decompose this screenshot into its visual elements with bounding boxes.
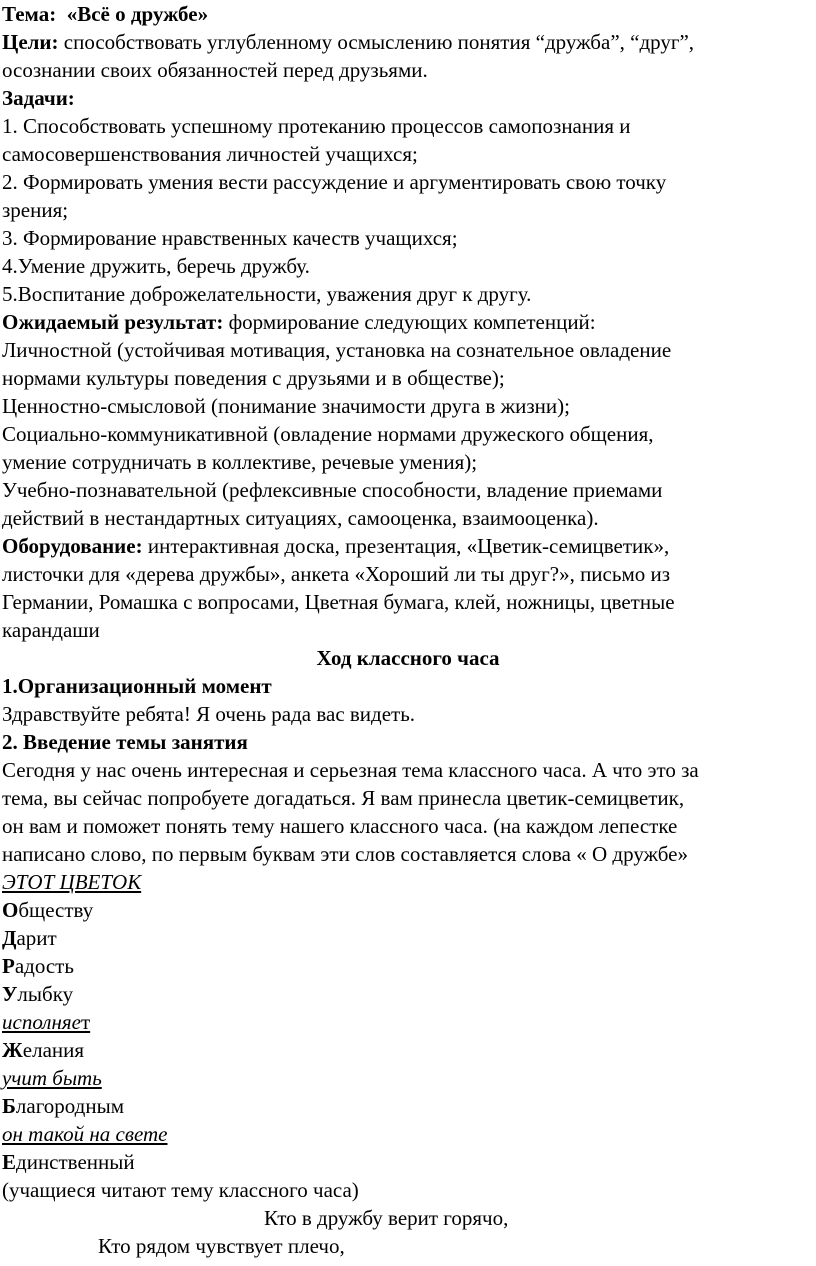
flower-caption: ЭТОТ ЦВЕТОК	[2, 870, 142, 894]
acrostic-word: лыбку	[17, 982, 74, 1006]
acrostic-word: бществу	[18, 898, 94, 922]
acrostic-word: елания	[22, 1038, 85, 1062]
goals-line-1	[2, 28, 814, 56]
acrostic-word: арит	[16, 926, 57, 950]
closing-note: (учащиеся читают тему классного часа)	[2, 1178, 359, 1202]
task-line: 2. Формировать умения вести рассуждение и аргументировать свою точку	[2, 170, 667, 194]
theme-label: Тема:	[2, 2, 57, 26]
competence-line: действий в нестандартных ситуациях, самооценка, взаимооценка).	[2, 506, 599, 530]
goals-text-1: способствовать углубленному осмыслению понятия “дружба”, “друг”,	[63, 30, 695, 54]
acrostic-line	[2, 952, 814, 980]
equipment-line-1	[2, 532, 814, 560]
acrostic-letter: О	[2, 898, 19, 922]
acrostic-line	[2, 1148, 814, 1176]
acrostic-line	[2, 1092, 814, 1120]
acrostic-connector: учит быть	[2, 1066, 102, 1090]
task-line: 4.Умение дружить, беречь дружбу.	[2, 254, 310, 278]
equipment-line-4: карандаши	[2, 618, 100, 642]
acrostic-letter: У	[2, 982, 18, 1006]
task-line: зрения;	[2, 198, 69, 222]
acrostic-connector-end: т	[80, 1010, 91, 1034]
course-heading: Ход классного часа	[316, 646, 500, 670]
competence-line: Социально-коммуникативной (овладение нормами дружеского общения,	[2, 422, 654, 446]
acrostic-word: динственный	[16, 1150, 135, 1174]
acrostic-line	[2, 980, 814, 1008]
acrostic-letter: Е	[2, 1150, 17, 1174]
competence-line: Учебно-познавательной (рефлексивные способности, владение приемами	[2, 478, 663, 502]
acrostic-letter: Ж	[2, 1038, 23, 1062]
acrostic-letter: Д	[2, 926, 17, 950]
section2-line: тема, вы сейчас попробуете догадаться. Я вам принесла цветик-семицветик,	[2, 786, 685, 810]
equipment-line-2: листочки для «дерева дружбы», анкета «Хороший ли ты друг?», письмо из	[2, 562, 671, 586]
acrostic-letter: Р	[2, 954, 15, 978]
acrostic-connector: исполняе	[2, 1010, 81, 1034]
section2-line: он вам и поможет понять тему нашего классного часа. (на каждом лепестке	[2, 814, 678, 838]
section1-text: Здравствуйте ребята! Я очень рада вас видеть.	[2, 702, 416, 726]
acrostic-line	[2, 1036, 814, 1064]
equipment-label: Оборудование:	[2, 534, 143, 558]
task-line: 1. Способствовать успешному протеканию процессов самопознания и	[2, 114, 631, 138]
section2-line: написано слово, по первым буквам эти слов составляется слова « О дружбе»	[2, 842, 689, 866]
theme-value: «Всё о дружбе»	[66, 2, 209, 26]
acrostic-word: адость	[14, 954, 74, 978]
task-line: 5.Воспитание доброжелательности, уважения друг к другу.	[2, 282, 532, 306]
competence-line: Личностной (устойчивая мотивация, установка на сознательное овладение	[2, 338, 672, 362]
competence-line: умение сотрудничать в коллективе, речевые умения);	[2, 450, 478, 474]
goals-line-2: осознании своих обязанностей перед друзьями.	[2, 58, 428, 82]
acrostic-connector: он такой на свете	[2, 1122, 168, 1146]
poem-line-1: Кто в дружбу верит горячо,	[264, 1206, 509, 1230]
goals-label: Цели:	[2, 30, 59, 54]
acrostic-line	[2, 896, 814, 924]
result-label: Ожидаемый результат:	[2, 310, 224, 334]
section2-line: Сегодня у нас очень интересная и серьезная тема классного часа. А что это за	[2, 758, 699, 782]
result-intro: формирование следующих компетенций:	[228, 310, 596, 334]
section2-title: 2. Введение темы занятия	[2, 730, 248, 754]
equipment-line-3: Германии, Ромашка с вопросами, Цветная бумага, клей, ножницы, цветные	[2, 590, 675, 614]
theme-line	[2, 0, 814, 28]
acrostic-line	[2, 924, 814, 952]
result-line	[2, 308, 814, 336]
section1-title: 1.Организационный момент	[2, 674, 272, 698]
competence-line: нормами культуры поведения с друзьями и в обществе);	[2, 366, 505, 390]
poem-line-2: Кто рядом чувствует плечо,	[98, 1234, 345, 1258]
acrostic-word: лагородным	[15, 1094, 124, 1118]
competence-line: Ценностно-смысловой (понимание значимости друга в жизни);	[2, 394, 570, 418]
task-line: 3. Формирование нравственных качеств учащихся;	[2, 226, 458, 250]
tasks-label: Задачи:	[2, 86, 75, 110]
task-line: самосовершенствования личностей учащихся;	[2, 142, 418, 166]
equipment-text-1: интерактивная доска, презентация, «Цветик-семицветик»,	[147, 534, 670, 558]
acrostic-line	[2, 1008, 814, 1036]
acrostic-letter: Б	[2, 1094, 16, 1118]
